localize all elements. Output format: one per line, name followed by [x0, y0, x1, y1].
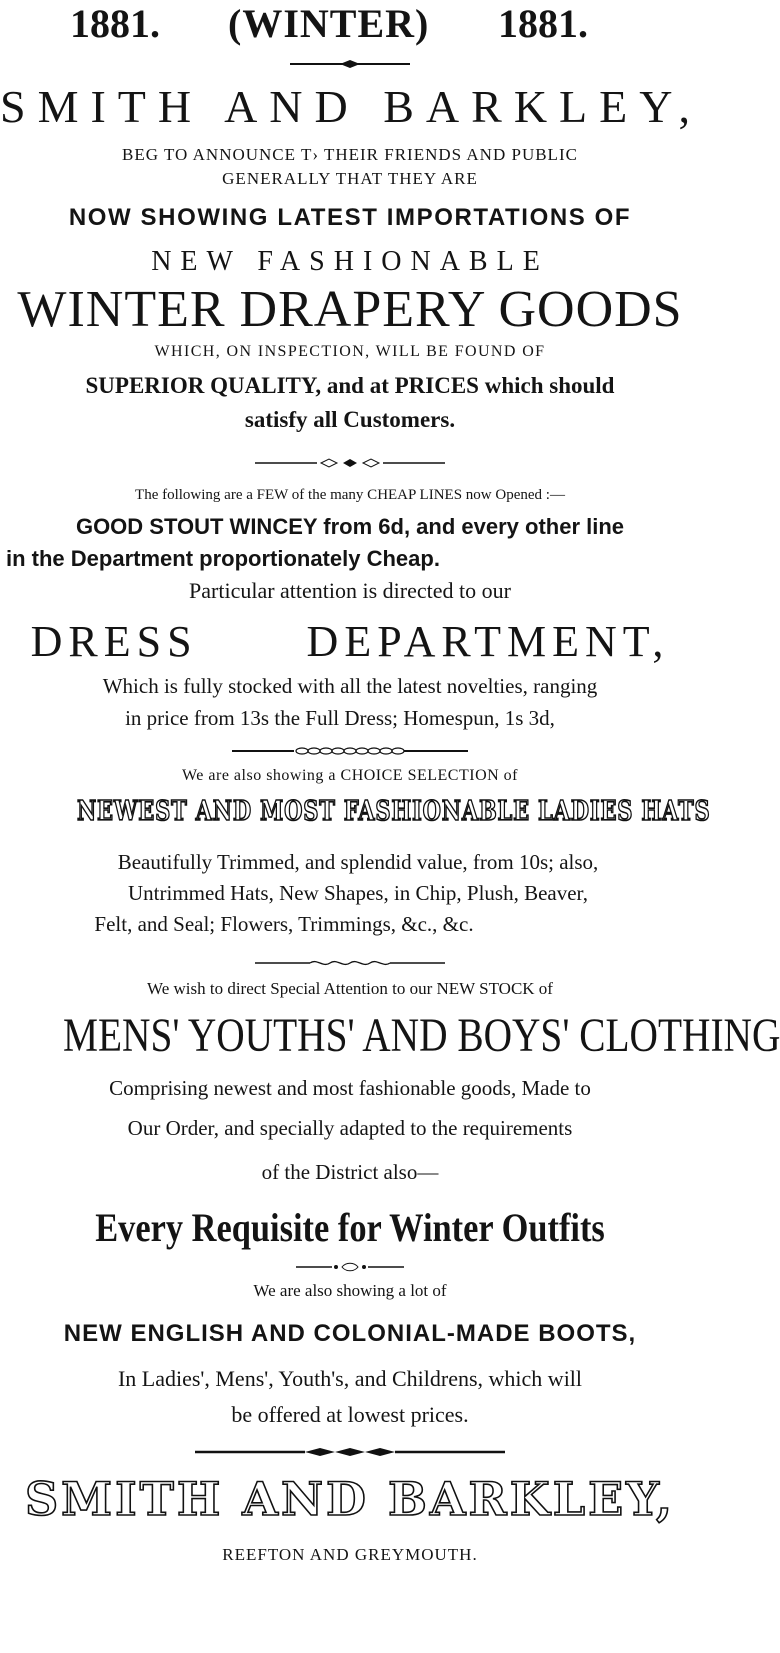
divider-ornament-1 [255, 458, 445, 468]
price-line: in price from 13s the Full Dress; Homespun, 1s 3d, [125, 706, 555, 730]
inspection-line: WHICH, ON INSPECTION, WILL BE FOUND OF [154, 343, 546, 360]
boots-line-1: In Ladies', Mens', Youth's, and Childrens, which will [117, 1366, 583, 1391]
hats-heading: NEWEST AND MOST FASHIONABLE LADIES HATS [77, 796, 711, 827]
drapery-heading: WINTER DRAPERY GOODS [17, 281, 683, 338]
firm-name-bottom: SMITH AND BARKLEY, [24, 1472, 676, 1526]
boots-line-2: be offered at lowest prices. [231, 1402, 469, 1427]
clothing-line-3: of the District also— [261, 1160, 439, 1184]
hats-line-2: Untrimmed Hats, New Shapes, in Chip, Plush, Beaver, [128, 881, 588, 905]
dress-heading [0, 617, 700, 666]
showing-line: NOW SHOWING LATEST IMPORTATIONS OF [68, 204, 632, 231]
header-year-row [0, 1, 700, 46]
year-left: 1881. [70, 1, 160, 46]
outfits-heading: Every Requisite for Winter Outfits [95, 1205, 605, 1250]
clothing-line-1: Comprising newest and most fashionable goods, Made to [109, 1076, 591, 1100]
locations: REEFTON AND GREYMOUTH. [222, 1545, 478, 1564]
attention-line: Particular attention is directed to our [189, 578, 511, 603]
boots-heading: NEW ENGLISH AND COLONIAL-MADE BOOTS, [63, 1320, 637, 1347]
following-line: The following are a FEW of the many CHEAP LINES now Opened :— [135, 487, 565, 503]
customers-line: satisfy all Customers. [244, 407, 456, 432]
hats-line-3: Felt, and Seal; Flowers, Trimmings, &c., &c. [94, 912, 474, 936]
clothing-heading: MENS' YOUTHS' AND BOYS' CLOTHING [63, 1009, 780, 1062]
divider-ornament-4 [296, 1262, 404, 1272]
clothing-line-2: Our Order, and specially adapted to the requirements [127, 1116, 573, 1140]
announce-line-2: GENERALLY THAT THEY ARE [222, 169, 478, 188]
divider-ornament-5 [195, 1446, 505, 1458]
firm-name-top: SMITH AND BARKLEY, [0, 81, 703, 132]
new-fashionable: NEW FASHIONABLE [151, 246, 549, 277]
season-title: (WINTER) [228, 1, 430, 46]
divider-ornament-3 [255, 958, 445, 968]
divider-top [290, 60, 410, 68]
novelties-line: Which is fully stocked with all the latest novelties, ranging [102, 674, 598, 698]
hats-line-1: Beautifully Trimmed, and splendid value, from 10s; also, [117, 850, 599, 874]
boots-intro: We are also showing a lot of [253, 1281, 447, 1300]
wincey-line: GOOD STOUT WINCEY from 6d, and every other line [75, 514, 625, 539]
dress-heading-text: DRESS DEPARTMENT, [30, 617, 670, 666]
divider-ornament-2 [232, 746, 468, 756]
direct-line: We wish to direct Special Attention to our NEW STOCK of [147, 979, 553, 998]
announce-line-1: BEG TO ANNOUNCE T› THEIR FRIENDS AND PUBLIC [122, 145, 578, 164]
quality-line: SUPERIOR QUALITY, and at PRICES which should [85, 373, 615, 398]
year-right: 1881. [498, 1, 588, 46]
department-line: in the Department proportionately Cheap. [6, 546, 440, 571]
choice-line: We are also showing a CHOICE SELECTION of [181, 767, 519, 784]
